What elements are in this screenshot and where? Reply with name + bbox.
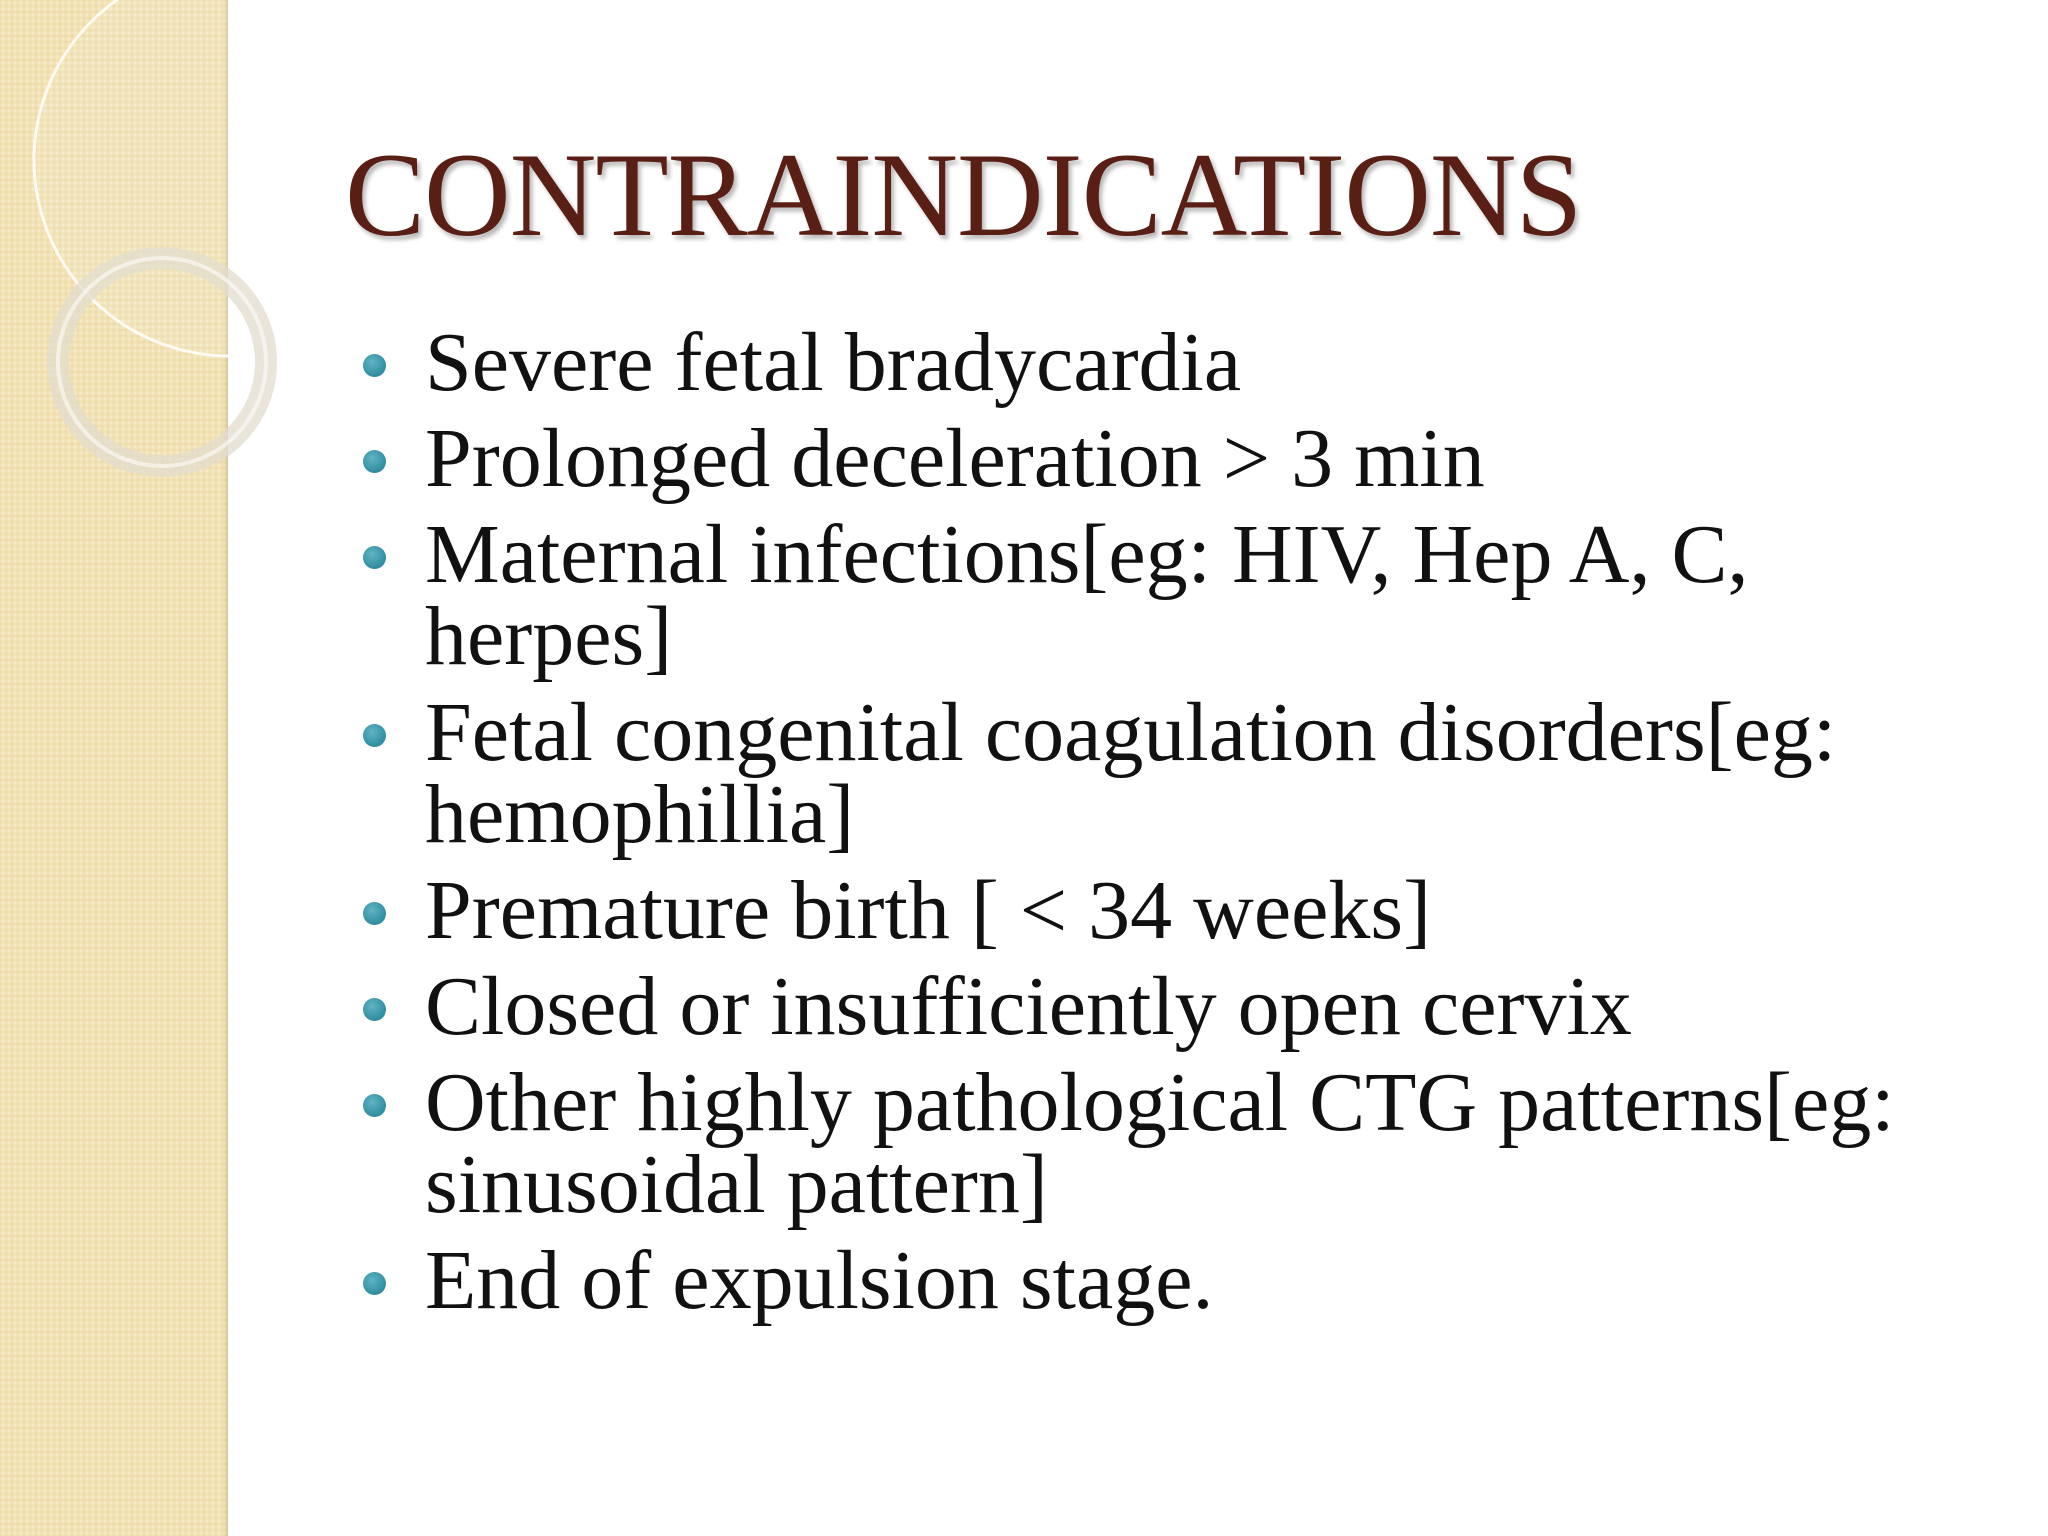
teal-dot-icon — [363, 450, 386, 473]
teal-dot-icon — [363, 724, 386, 747]
list-item-text: Maternal infections[eg: HIV, Hep A, C, herpes] — [425, 508, 1749, 683]
list-item-text: Premature birth [ < 34 weeks] — [425, 864, 1432, 957]
list-item — [425, 864, 1985, 957]
list-item — [425, 412, 1985, 505]
teal-dot-icon — [363, 546, 386, 569]
teal-dot-icon — [363, 1094, 386, 1117]
slide-title: CONTRAINDICATIONS — [345, 128, 1582, 261]
list-item-text: End of expulsion stage. — [425, 1234, 1214, 1327]
list-item — [425, 686, 1985, 861]
list-item-text: Other highly pathological CTG patterns[eg: sinusoidal pattern] — [425, 1056, 1895, 1231]
teal-dot-icon — [363, 998, 386, 1021]
list-item — [425, 1234, 1985, 1327]
teal-dot-icon — [363, 354, 386, 377]
list-item — [425, 960, 1985, 1053]
list-item-text: Closed or insufficiently open cervix — [425, 960, 1632, 1053]
list-item-text: Fetal congenital coagulation disorders[eg: hemophillia] — [425, 686, 1837, 861]
list-item-text: Severe fetal bradycardia — [425, 316, 1242, 409]
teal-dot-icon — [363, 902, 386, 925]
decorative-rings — [0, 0, 360, 560]
list-item — [425, 508, 1985, 683]
list-item — [425, 316, 1985, 409]
list-item-text: Prolonged deceleration > 3 min — [425, 412, 1485, 505]
teal-dot-icon — [363, 1272, 386, 1295]
contraindications-list — [425, 316, 1985, 1336]
list-item — [425, 1056, 1985, 1231]
